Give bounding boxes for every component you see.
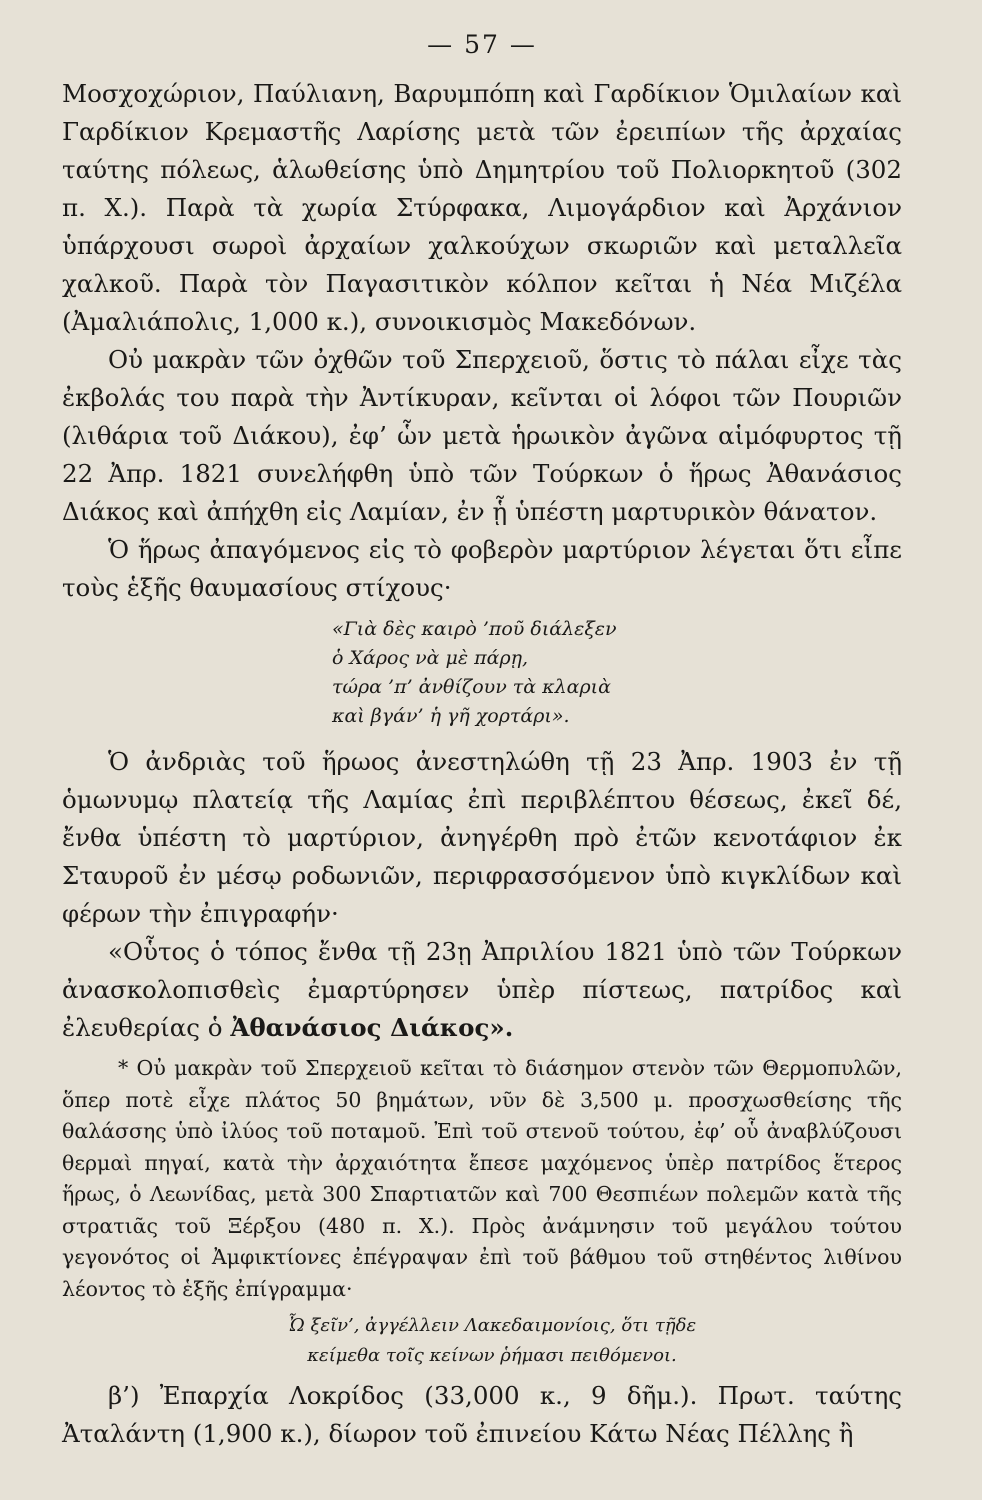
- poem-verses: [332, 615, 902, 731]
- paragraph-verses-intro: Ὁ ἥρως ἀπαγόμενος εἰς τὸ φοβερὸν μαρτύριον λέγεται ὅτι εἶπε τοὺς ἑξῆς θαυμασίους στίχους·: [62, 535, 902, 602]
- paragraph-villages: Μοσχοχώριον, Παύλιανη, Βαρυμπόπη καὶ Γαρδίκιον Ὁμιλαίων καὶ Γαρδίκιον Κρεμαστῆς Λαρίσης μετὰ τῶν ἐρειπίων τῆς ἀρχαίας ταύτης πόλεως, ἁλωθείσης ὑπὸ Δημητρίου τοῦ Πολιορκητοῦ (302 π. Χ.). Παρὰ τὰ χωρία Στύρφακα, Λιμογάρδιον καὶ Ἀρχάνιον ὑπάρχουσι σωροὶ ἀρχαίων χαλκούχων σκωριῶν καὶ μεταλλεῖα χαλκοῦ. Παρὰ τὸν Παγασιτικὸν κόλπον κεῖται ἡ Νέα Μιζέλα (Ἀμαλιάπολις, 1,000 κ.), συνοικισμὸς Μακεδόνων.: [62, 79, 902, 336]
- inscription-hero-name: Ἀθανάσιος Διάκος».: [230, 1013, 514, 1042]
- epigram-line: κείμεθα τοῖς κείνων ῥήμασι πειθόμενοι.: [307, 1345, 677, 1366]
- page-number: — 57 —: [427, 30, 537, 59]
- poem-line: «Γιὰ δὲς καιρὸ ’ποῦ διάλεξεν: [332, 618, 617, 640]
- epigram-line: Ὦ ξεῖν’, ἀγγέλλειν Λακεδαιμονίοις, ὅτι τῇδε: [287, 1315, 697, 1336]
- paragraph-diakos-capture: Οὐ μακρὰν τῶν ὀχθῶν τοῦ Σπερχειοῦ, ὅστις τὸ πάλαι εἶχε τὰς ἐκβολάς του παρὰ τὴν Ἀντίκυραν, κεῖνται οἱ λόφοι τῶν Πουριῶν (λιθάρια τοῦ Διάκου), ἐφ’ ὧν μετὰ ἡρωικὸν ἀγῶνα αἱμόφυρτος τῇ 22 Ἀπρ. 1821 συνελήφθη ὑπὸ τῶν Τούρκων ὁ ἥρως Ἀθανάσιος Διάκος καὶ ἀπήχθη εἰς Λαμίαν, ἐν ᾗ ὑπέστη μαρτυρικὸν θάνατον.: [62, 345, 902, 526]
- epigram: [62, 1311, 902, 1371]
- paragraph-statue: Ὁ ἀνδριὰς τοῦ ἥρωος ἀνεστηλώθη τῇ 23 Ἀπρ. 1903 ἐν τῇ ὁμωνυμῳ πλατείᾳ τῆς Λαμίας ἐπὶ περιβλέπτου θέσεως, ἐκεῖ δέ, ἔνθα ὑπέστη τὸ μαρτύριον, ἀνηγέρθη πρὸ ἐτῶν κενοτάφιον ἐκ Σταυροῦ ἐν μέσῳ ροδωνιῶν, περιφρασσόμενον ὑπὸ κιγκλίδων καὶ φέρων τὴν ἐπιγραφήν·: [62, 747, 902, 928]
- inscription-text: «Οὗτος ὁ τόπος ἔνθα τῇ 23ῃ Ἀπριλίου 1821 ὑπὸ τῶν Τούρκων ἀνασκολοπισθεὶς ἐμαρτύρησεν ὑπὲρ πίστεως, πατρίδος καὶ ἐλευθερίας ὁ: [62, 937, 902, 1042]
- paragraph-inscription: [62, 933, 902, 1047]
- footnote-thermopylae: * Οὐ μακρὰν τοῦ Σπερχειοῦ κεῖται τὸ διάσημον στενὸν τῶν Θερμοπυλῶν, ὅπερ ποτὲ εἶχε πλάτος 50 βημάτων, νῦν δὲ 3,500 μ. προσχωσθείσης τῆς θαλάσσης ὑπὸ ἰλύος τοῦ ποταμοῦ. Ἐπὶ τοῦ στενοῦ τούτου, ἐφ’ οὗ ἀναβλύζουσι θερμαὶ πηγαί, κατὰ τὴν ἀρχαιότητα ἔπεσε μαχόμενος ὑπὲρ πατρίδος ἕτερος ἥρως, ὁ Λεωνίδας, μετὰ 300 Σπαρτιατῶν καὶ 700 Θεσπιέων πολεμῶν κατὰ τῆς στρατιᾶς τοῦ Ξέρξου (480 π. Χ.). Πρὸς ἀνάμνησιν τοῦ μεγάλου τούτου γεγονότος οἱ Ἀμφικτίονες ἐπέγραψαν ἐπὶ τοῦ βάθμου τοῦ στηθέντος λιθίνου λέοντος τὸ ἑξῆς ἐπίγραμμα·: [62, 1056, 902, 1301]
- poem-line: ὁ Χάρος νὰ μὲ πάρῃ,: [332, 647, 529, 669]
- poem-line: τώρα ’π’ ἀνθίζουν τὰ κλαριὰ: [332, 676, 611, 698]
- poem-line: καὶ βγάν’ ἡ γῆ χορτάρι».: [332, 705, 570, 727]
- paragraph-lokris: β’) Ἐπαρχία Λοκρίδος (33,000 κ., 9 δῆμ.). Πρωτ. ταύτης Ἀταλάντη (1,900 κ.), δίωρον τοῦ ἐπινείου Κάτω Νέας Πέλλης ἢ: [62, 1381, 902, 1448]
